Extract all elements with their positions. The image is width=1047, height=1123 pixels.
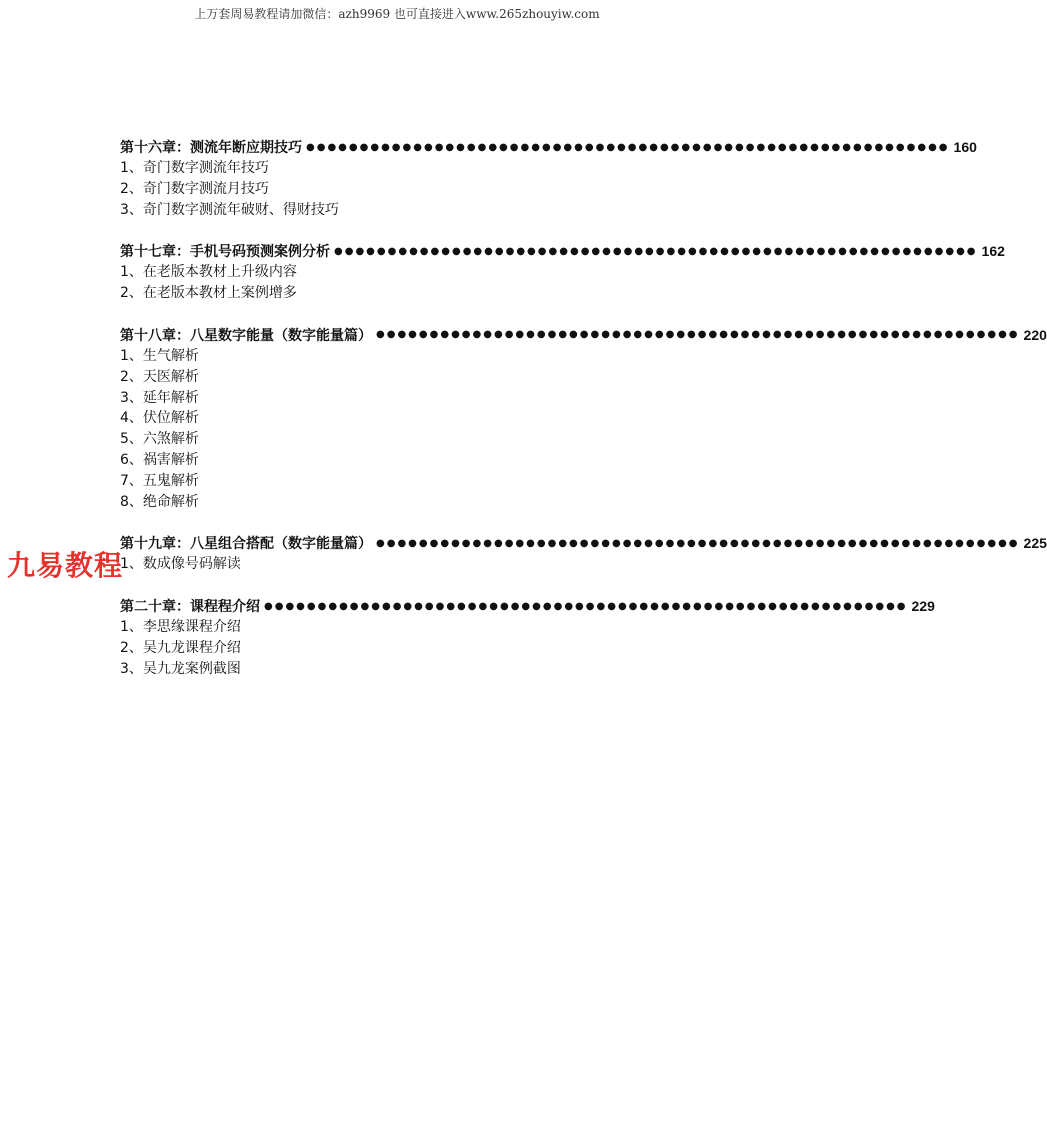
chapter-16: [120, 136, 977, 220]
section-item: 3、奇门数字测流年破财、得财技巧: [120, 201, 339, 218]
chapter-title: 第十八章：八星数字能量（数字能量篇）: [120, 327, 372, 344]
watermark-logo: 九易教程: [7, 549, 124, 582]
section-list: [120, 262, 590, 304]
section-list: [120, 617, 590, 679]
chapter-heading[interactable]: [120, 595, 935, 617]
section-item: 2、奇门数字测流月技巧: [120, 180, 269, 197]
chapter-title: 第二十章：课程程介绍: [120, 599, 260, 616]
section-item: 5、六煞解析: [120, 431, 199, 448]
section-list: [120, 158, 590, 220]
section-item: 7、五鬼解析: [120, 472, 199, 489]
section-item: 2、在老版本教材上案例增多: [120, 285, 297, 302]
dot-leader: ●●●●●●●●●●●●●●●●●●●●●●●●●●●●●●●●●●●●●●●●●●●●●●●●●●●●●●●●●●●●: [376, 537, 1020, 549]
section-item: 8、绝命解析: [120, 493, 199, 510]
header-note: 上万套周易教程请加微信：azh9969 也可直接进入www.265zhouyiw.com: [194, 7, 600, 21]
dot-leader: ●●●●●●●●●●●●●●●●●●●●●●●●●●●●●●●●●●●●●●●●●●●●●●●●●●●●●●●●●●●●: [306, 141, 950, 153]
dot-leader: ●●●●●●●●●●●●●●●●●●●●●●●●●●●●●●●●●●●●●●●●●●●●●●●●●●●●●●●●●●●●: [264, 600, 908, 612]
chapter-title: 第十九章：八星组合搭配（数字能量篇）: [120, 536, 372, 553]
chapter-heading[interactable]: [120, 532, 1047, 554]
section-item: 3、延年解析: [120, 389, 199, 406]
chapter-page-number: 225: [1023, 535, 1047, 552]
section-item: 3、吴九龙案例截图: [120, 660, 241, 677]
table-of-contents: [120, 136, 1047, 700]
chapter-page-number: 160: [953, 139, 977, 155]
dot-leader: ●●●●●●●●●●●●●●●●●●●●●●●●●●●●●●●●●●●●●●●●●●●●●●●●●●●●●●●●●●●●: [376, 329, 1020, 341]
section-item: 1、数成像号码解读: [120, 556, 241, 573]
section-item: 1、奇门数字测流年技巧: [120, 160, 269, 176]
chapter-page-number: 220: [1023, 326, 1047, 343]
chapter-heading[interactable]: [120, 324, 1047, 346]
chapter-title: 第十六章：测流年断应期技巧: [120, 140, 302, 156]
section-list: [120, 346, 590, 512]
section-item: 6、祸害解析: [120, 451, 199, 468]
chapter-17: [120, 240, 1005, 304]
section-item: 1、李思缘课程介绍: [120, 619, 241, 636]
chapter-heading[interactable]: [120, 240, 1005, 262]
section-item: 1、在老版本教材上升级内容: [120, 264, 297, 281]
section-item: 1、生气解析: [120, 347, 199, 364]
chapter-page-number: 162: [981, 243, 1005, 260]
section-item: 2、天医解析: [120, 368, 199, 385]
section-list: [120, 554, 590, 575]
chapter-page-number: 229: [911, 598, 935, 615]
chapter-title: 第十七章：手机号码预测案例分析: [120, 244, 330, 261]
dot-leader: ●●●●●●●●●●●●●●●●●●●●●●●●●●●●●●●●●●●●●●●●●●●●●●●●●●●●●●●●●●●●: [334, 245, 978, 257]
chapter-20: [120, 595, 935, 679]
section-item: 4、伏位解析: [120, 410, 199, 427]
section-item: 2、吴九龙课程介绍: [120, 639, 241, 656]
chapter-19: [120, 532, 1047, 575]
chapter-heading[interactable]: [120, 136, 977, 158]
chapter-18: [120, 324, 1047, 512]
